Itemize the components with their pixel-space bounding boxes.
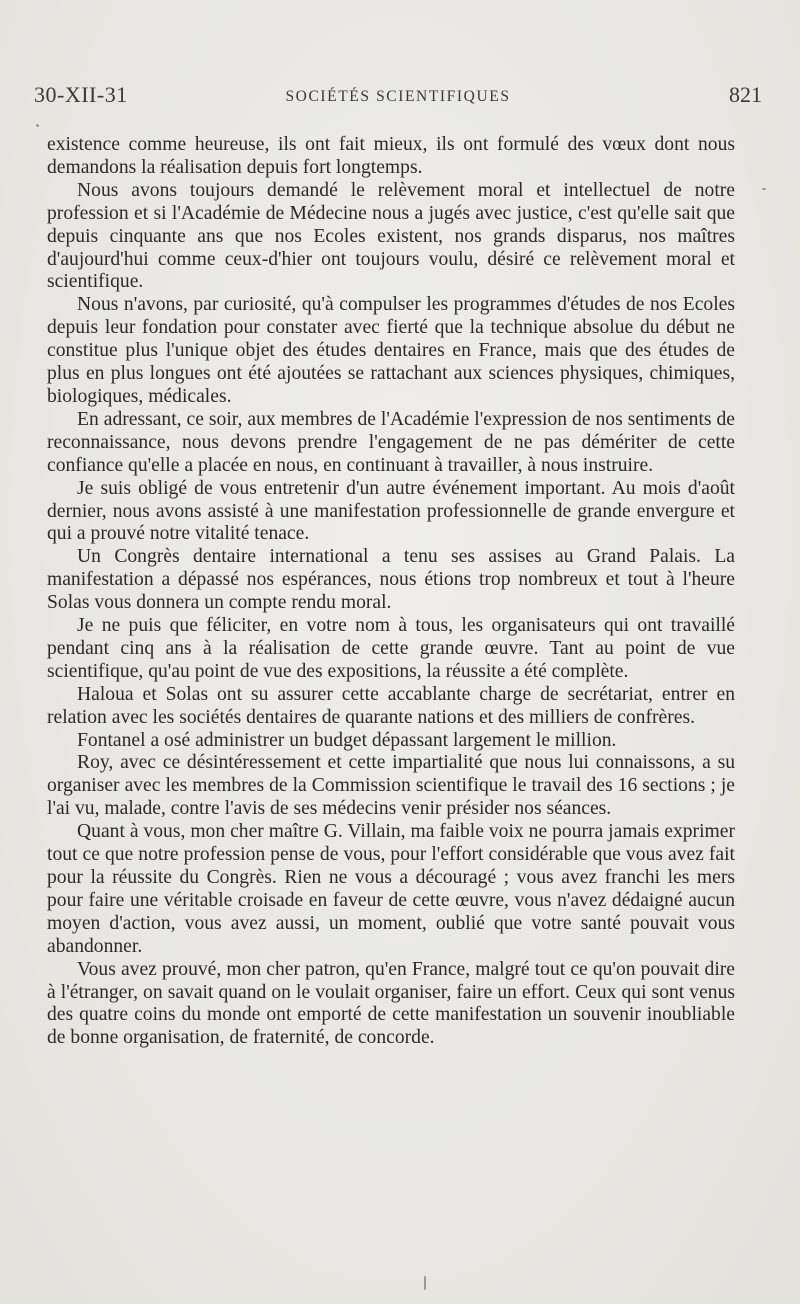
header-section-title: SOCIÉTÉS SCIENTIFIQUES xyxy=(285,88,511,105)
paragraph-9: Fontanel a osé administrer un budget dépassant largement le million. xyxy=(77,729,617,751)
paragraph-8: Haloua et Solas ont su assurer cette accablante charge de secrétariat, entrer en relation avec les sociétés dentaires de quarante nations et des milliers de confrères. xyxy=(47,683,735,728)
paragraph-11: Quant à vous, mon cher maître G. Villain, ma faible voix ne pourra jamais exprimer tout ce que notre profession pense de vous, pour l'effort considérable que vous avez fait pour la réussite du Congrès. Rien ne vous a découragé ; vous avez franchi les mers pour faire une véritable croisade en faveur de cette œuvre, vous n'avez dédaigné aucun moyen d'action, vous avez aussi, un moment, oublié que votre santé pouvait vous abandonner. xyxy=(47,821,735,957)
paragraph-10: Roy, avec ce désintéressement et cette impartialité que nous lui connaissons, a su organiser avec les membres de la Commission scientifique le travail des 16 sections ; je l'ai vu, malade, contre l'avis de ses médecins venir présider nos séances. xyxy=(47,752,735,820)
body-text xyxy=(47,134,735,1050)
running-head xyxy=(34,82,762,114)
page-number: 821 xyxy=(729,82,762,107)
paragraph-5: Je suis obligé de vous entretenir d'un autre événement important. Au mois d'août dernier, nous avons assisté à une manifestation professionnelle de grande envergure et qui a prouvé notre vitalité tenace. xyxy=(47,477,735,545)
paragraph-2: Nous avons toujours demandé le relèvement moral et intellectuel de notre profession et si l'Académie de Médecine nous a jugés avec justice, c'est qu'elle sait que depuis cinquante ans que nos Ecoles existent, nos grands disparus, nos maîtres d'aujourd'hui comme ceux-d'hier ont toujours voulu, désiré ce relèvement moral et scientifique. xyxy=(47,179,735,293)
paragraph-1: existence comme heureuse, ils ont fait mieux, ils ont formulé des vœux dont nous demandons la réalisation depuis fort longtemps. xyxy=(47,134,735,178)
paragraph-6: Un Congrès dentaire international a tenu ses assises au Grand Palais. La manifestation a dépassé nos espérances, nous étions trop nombreux et tout à l'heure Solas vous donnera un compte rendu moral. xyxy=(47,546,735,614)
header-date: 30-XII-31 xyxy=(34,82,128,107)
scan-speck xyxy=(762,188,766,190)
paragraph-3: Nous n'avons, par curiosité, qu'à compulser les programmes d'études de nos Ecoles depuis leur fondation pour constater avec fierté que la technique absolue du début ne constitue plus l'unique objet des études dentaires en France, mais que des études de plus en plus longues ont été ajoutées se rattachant aux sciences physiques, chimiques, biologiques, médicales. xyxy=(47,294,735,407)
scan-speck xyxy=(424,1276,426,1290)
paragraph-12: Vous avez prouvé, mon cher patron, qu'en France, malgré tout ce qu'on pouvait dire à l'étranger, on savait quand on le voulait organiser, faire un effort. Ceux qui sont venus des quatre coins du monde ont emporté de cette manifestation un souvenir inoubliable de bonne organisation, de fraternité, de concorde. xyxy=(47,958,735,1049)
scan-speck xyxy=(36,124,39,127)
paragraph-4: En adressant, ce soir, aux membres de l'Académie l'expression de nos sentiments de reconnaissance, nous devons prendre l'engagement de ne pas démériter de cette confiance qu'elle a placée en nous, en continuant à travailler, à nous instruire. xyxy=(47,408,735,476)
paragraph-7: Je ne puis que féliciter, en votre nom à tous, les organisateurs qui ont travaillé pendant cinq ans à la réalisation de cette grande œuvre. Tant au point de vue scientifique, qu'au point de vue des expositions, la réussite a été complète. xyxy=(47,615,735,682)
